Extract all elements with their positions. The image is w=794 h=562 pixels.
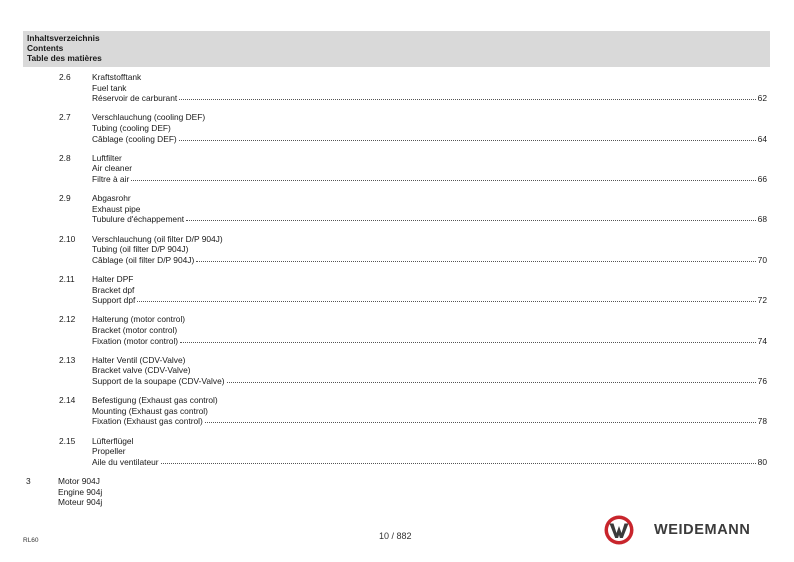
header-title-de: Inhaltsverzeichnis xyxy=(27,33,100,43)
dot-leader xyxy=(131,173,755,181)
title-en: Bracket valve (CDV-Valve) xyxy=(92,365,191,376)
dot-leader xyxy=(179,133,756,141)
header-title-fr: Table des matières xyxy=(27,53,102,63)
section-number: 2.10 xyxy=(59,233,76,244)
dot-leader xyxy=(227,375,756,383)
section-number: 2.15 xyxy=(59,435,76,446)
title-fr-line xyxy=(92,255,767,266)
page-number[interactable]: 64 xyxy=(757,133,767,144)
page-indicator: 10 / 882 xyxy=(379,531,412,541)
title-en: Air cleaner xyxy=(92,163,133,174)
title-de: Befestigung (Exhaust gas control) xyxy=(92,395,218,406)
dot-leader xyxy=(205,415,756,423)
chapter-number: 3 xyxy=(26,476,31,486)
page-number[interactable]: 70 xyxy=(757,254,767,265)
section-number: 2.14 xyxy=(59,395,76,406)
document-code: RL60 xyxy=(23,537,39,544)
title-fr-line xyxy=(92,416,767,427)
title-fr-line xyxy=(92,295,767,306)
title-fr: Câblage (oil filter D/P 904J) xyxy=(92,254,195,265)
title-de: Kraftstofftank xyxy=(92,72,142,82)
title-fr-line xyxy=(92,457,767,468)
dot-leader xyxy=(196,254,755,262)
page-number[interactable]: 68 xyxy=(757,214,767,225)
page-number[interactable]: 72 xyxy=(757,295,767,306)
title-de: Halterung (motor control) xyxy=(92,314,186,325)
dot-leader xyxy=(179,92,755,100)
title-fr-line xyxy=(92,376,767,387)
title-de: Abgasrohr xyxy=(92,193,131,204)
page-number[interactable]: 78 xyxy=(757,416,767,427)
section-number: 2.8 xyxy=(59,152,71,163)
title-fr: Support de la soupape (CDV-Valve) xyxy=(92,375,225,386)
title-de: Verschlauchung (oil filter D/P 904J) xyxy=(92,233,223,244)
title-en: Bracket dpf xyxy=(92,284,135,295)
section-number: 2.9 xyxy=(59,193,71,204)
chapter-title-en: Engine 904j xyxy=(58,486,103,497)
title-de: Luftfilter xyxy=(92,152,122,163)
section-number: 2.12 xyxy=(59,314,76,325)
brand-name: WEIDEMANN xyxy=(654,522,751,538)
title-fr: Filtre à air xyxy=(92,173,130,184)
title-fr: Support dpf xyxy=(92,295,136,306)
page-number[interactable]: 74 xyxy=(757,335,767,346)
chapter-title-de: Motor 904J xyxy=(58,476,100,486)
title-fr-line xyxy=(92,336,767,347)
chapter-title-fr: Moteur 904j xyxy=(58,497,103,508)
page-number[interactable]: 62 xyxy=(757,93,767,104)
title-de: Verschlauchung (cooling DEF) xyxy=(92,112,206,123)
title-fr: Câblage (cooling DEF) xyxy=(92,133,177,144)
title-fr: Aile du ventilateur xyxy=(92,456,159,467)
header-title-en: Contents xyxy=(27,43,64,53)
section-number: 2.13 xyxy=(59,354,76,365)
title-fr: Fixation (Exhaust gas control) xyxy=(92,416,203,427)
title-en: Tubing (cooling DEF) xyxy=(92,122,171,133)
title-fr: Tubulure d'échappement xyxy=(92,214,185,225)
title-de: Halter Ventil (CDV-Valve) xyxy=(92,354,186,365)
page-number[interactable]: 66 xyxy=(757,173,767,184)
title-en: Propeller xyxy=(92,446,126,457)
dot-leader xyxy=(186,213,756,221)
section-number: 2.11 xyxy=(59,274,75,284)
dot-leader xyxy=(180,335,756,343)
title-en: Tubing (oil filter D/P 904J) xyxy=(92,244,189,255)
title-fr-line xyxy=(92,174,767,185)
title-fr-line xyxy=(92,93,767,104)
title-fr: Fixation (motor control) xyxy=(92,335,179,346)
title-en: Exhaust pipe xyxy=(92,203,141,214)
dot-leader xyxy=(137,294,755,302)
title-fr-line xyxy=(92,214,767,225)
title-en: Fuel tank xyxy=(92,82,127,93)
section-number: 2.6 xyxy=(59,72,71,82)
section-number: 2.7 xyxy=(59,112,71,123)
title-fr: Réservoir de carburant xyxy=(92,93,178,104)
toc-header xyxy=(23,31,770,67)
title-en: Bracket (motor control) xyxy=(92,324,178,335)
dot-leader xyxy=(161,456,756,464)
title-en: Mounting (Exhaust gas control) xyxy=(92,405,208,416)
title-de: Lüfterflügel xyxy=(92,435,134,446)
page-number[interactable]: 80 xyxy=(757,456,767,467)
title-fr-line xyxy=(92,134,767,145)
page-number[interactable]: 76 xyxy=(757,375,767,386)
title-de: Halter DPF xyxy=(92,274,134,284)
